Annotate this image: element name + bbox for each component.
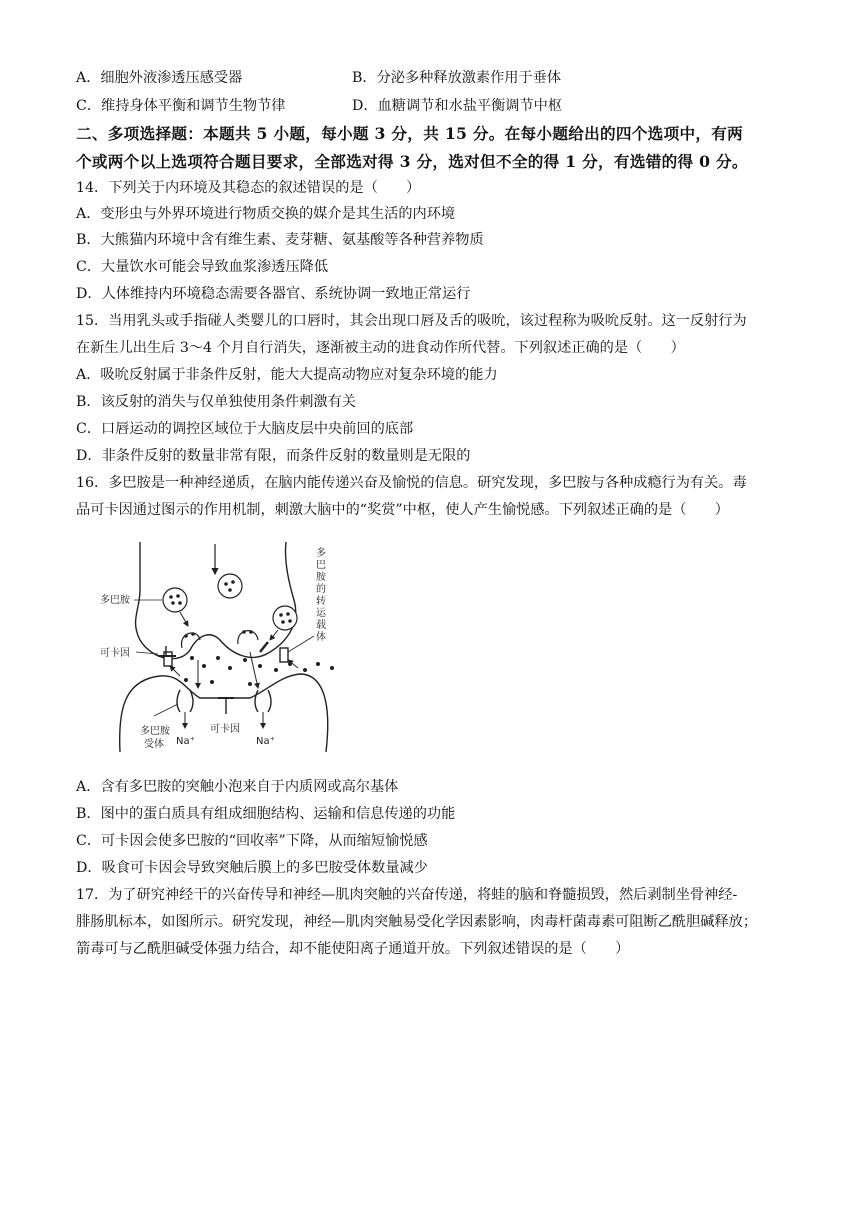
q16-option-a: A．含有多巴胺的突触小泡来自于内质网或高尔基体 (76, 779, 399, 795)
fusing-vesicle (238, 631, 258, 644)
label-na-ion: Na⁺ (256, 736, 275, 747)
q14-option-a: A．变形虫与外界环境进行物质交换的媒介是其生活的内环境 (76, 206, 456, 222)
released-dopamine (184, 656, 334, 686)
q13-option-d: D．血糖调节和水盐平衡调节中枢 (352, 98, 563, 114)
q13-option-b: B．分泌多种释放激素作用于垂体 (352, 70, 562, 86)
label-dopamine: 多巴胺 (100, 595, 130, 606)
label-receptor: 受体 (144, 739, 164, 750)
svg-text:载: 载 (316, 620, 326, 631)
label-transporter (316, 547, 327, 643)
svg-text:运: 运 (316, 608, 326, 619)
q16-option-c: C．可卡因会使多巴胺的“回收率”下降，从而缩短愉悦感 (76, 833, 428, 849)
svg-text:胺: 胺 (316, 572, 326, 583)
vesicle (273, 606, 297, 630)
q16-stem-line2: 品可卡因通过图示的作用机制，刺激大脑中的“奖赏”中枢，使人产生愉悦感。下列叙述正确的是（ ） (76, 502, 729, 518)
label-na-ion: Na⁺ (176, 736, 195, 747)
dopamine-receptor (255, 690, 271, 712)
dopamine-receptor (177, 690, 193, 712)
vesicle (218, 574, 242, 598)
q13-option-c: C．维持身体平衡和调节生物节律 (76, 98, 286, 114)
svg-text:体: 体 (316, 632, 326, 643)
q15-stem-line1: 15．当用乳头或手指碰人类婴儿的口唇时，其会出现口唇及舌的吸吮，该过程称为吸吮反射。这一反射行为 (76, 313, 747, 329)
q16-option-d: D．吸食可卡因会导致突触后膜上的多巴胺受体数量减少 (76, 860, 428, 876)
q15-option-a: A．吸吮反射属于非条件反射，能大大提高动物应对复杂环境的能力 (76, 367, 498, 383)
q13-option-a: A．细胞外液渗透压感受器 (76, 70, 243, 86)
q15-option-d: D．非条件反射的数量非常有限，而条件反射的数量则是无限的 (76, 448, 471, 464)
svg-text:的: 的 (316, 584, 326, 595)
q16-stem-line1: 16．多巴胺是一种神经递质，在脑内能传递兴奋及愉悦的信息。研究发现，多巴胺与各种成瘾行为有关。毒 (76, 475, 747, 491)
dopamine-transporter (164, 652, 172, 666)
label-cocaine: 可卡因 (210, 724, 240, 735)
svg-text:巴: 巴 (316, 560, 326, 571)
svg-text:转: 转 (316, 596, 326, 607)
q15-option-c: C．口唇运动的调控区域位于大脑皮层中央前回的底部 (76, 421, 414, 437)
q15-stem-line2: 在新生儿出生后 3～4 个月自行消失，逐渐被主动的进食动作所代替。下列叙述正确的是（ ） (76, 340, 685, 356)
q14-option-d: D．人体维持内环境稳态需要各器官、系统协调一致地正常运行 (76, 286, 471, 302)
synapse-diagram (100, 540, 340, 752)
label-receptor: 多巴胺 (140, 726, 170, 737)
section-heading-line1: 二、多项选择题：本题共 5 小题，每小题 3 分，共 15 分。在每小题给出的四个选项中，有两 (76, 124, 744, 143)
q15-option-b: B．该反射的消失与仅单独使用条件刺激有关 (76, 394, 356, 410)
q14-option-b: B．大熊猫内环境中含有维生素、麦芽糖、氨基酸等各种营养物质 (76, 232, 484, 248)
q16-option-b: B．图中的蛋白质具有组成细胞结构、运输和信息传递的功能 (76, 806, 456, 822)
q14-stem: 14．下列关于内环境及其稳态的叙述错误的是（ ） (76, 180, 421, 196)
q17-stem-line2: 腓肠肌标本，如图所示。研究发现，神经—肌肉突触易受化学因素影响，肉毒杆菌毒素可阻断乙酰胆碱释放； (76, 914, 758, 930)
vesicle (163, 588, 187, 612)
label-cocaine: 可卡因 (100, 648, 130, 659)
q17-stem-line1: 17．为了研究神经干的兴奋传导和神经—肌肉突触的兴奋传递，将蛙的脑和脊髓损毁，然后剥制坐骨神经- (76, 887, 738, 903)
section-heading-line2: 个或两个以上选项符合题目要求，全部选对得 3 分，选对但不全的得 1 分，有选错的得 0 分。 (76, 152, 748, 171)
dopamine-transporter (280, 648, 288, 662)
q14-option-c: C．大量饮水可能会导致血浆渗透压降低 (76, 259, 329, 275)
svg-text:多: 多 (316, 548, 326, 559)
q17-stem-line3: 箭毒可与乙酰胆碱受体强力结合，却不能使阳离子通道开放。下列叙述错误的是（ ） (76, 941, 630, 957)
